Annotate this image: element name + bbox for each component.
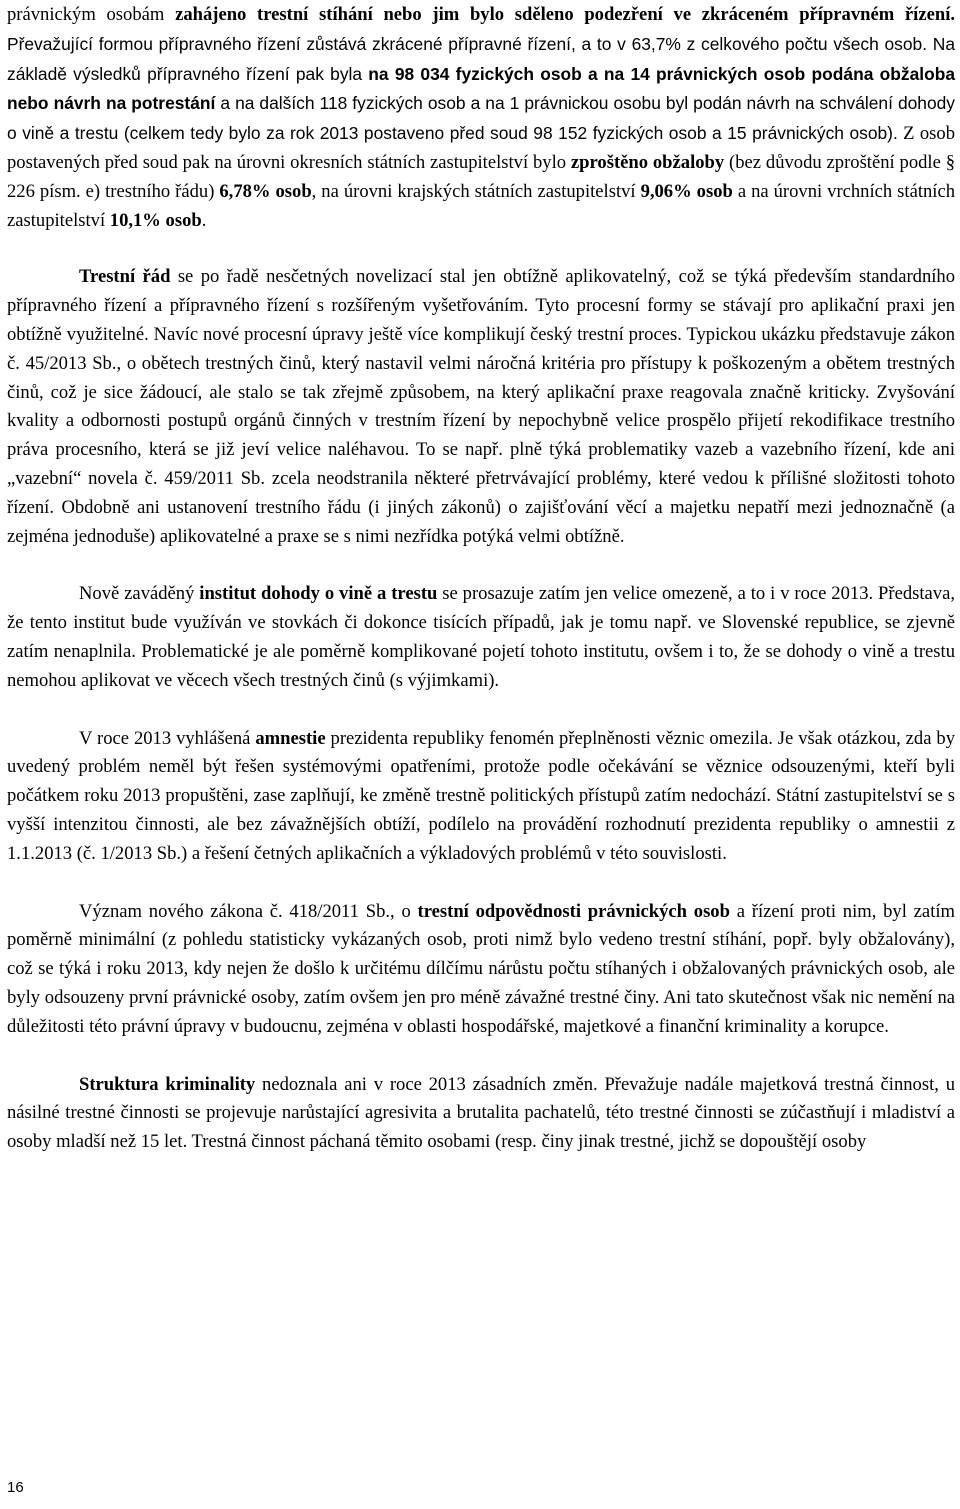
paragraph-criminal-procedure-code: [7, 263, 955, 551]
emphasized-text: 9,06% osob: [640, 180, 733, 202]
text-run: se po řadě nesčetných novelizací stal jen obtížně aplikovatelný, což se týká především standardního přípravného řízení a přípravného řízení s rozšířeným vyšetřováním. Tyto procesní formy se stávají pro aplikační praxi jen obtížně využitelné. Navíc nové procesní úpravy ještě více komplikují český trestní proces. Typickou ukázku představuje zákon č. 45/2013 Sb., o obětech trestných činů, který nastavil velmi náročná kritéria pro přístupy k poškozeným a obětem trestných činů, což je sice žádoucí, ale stalo se tak zřejmě způsobem, na který aplikační praxe reagovala značně kriticky. Zvyšování kvality a odbornosti postupů orgánů činných v trestním řízení by nepochybně velice prospělo přijetí rekodifikace trestního práva procesního, která se již jeví velice naléhavou. To se např. plně týká problematiky vazeb a vazebního řízení, kde ani „vazební“ novela č. 459/2011 Sb. zcela neodstranila některé přetrvávající problémy, které vedou k přílišné složitosti tohoto řízení. Obdobně ani ustanovení trestního řádu (i jiných zákonů) o zajišťování věcí a majetku nepatří mezi jednoznačně (a zejména jednoduše) aplikovatelné a praxe se s nimi nezřídka potýká velmi obtížně.: [7, 266, 955, 547]
text-run: Nově zaváděný: [79, 583, 200, 605]
text-run: a řízení proti nim, byl zatím poměrně minimální (z pohledu statisticky vykázaných osob, proti nimž bylo vedeno trestní stíhání, popř. byly obžalovány), což se týká i roku 2013, kdy nejen že došlo k určitému dílčímu nárůstu počtu stíhaných i obžalovaných právnických osob, ale byly odsouzeny první právnické osoby, zatím ovšem jen pro méně závažné trestné činy. Ani tato skutečnost však nic nemění na důležitosti této právní úpravy v budoucnu, zejména v oblasti hospodářské, majetkové a finanční kriminality a korupce.: [7, 900, 955, 1037]
text-run: .: [201, 209, 207, 231]
emphasized-text: zahájeno trestní stíhání nebo jim bylo sděleno podezření ve zkráceném přípravném řízení.: [175, 4, 956, 25]
emphasized-text: Trestní řád: [79, 266, 171, 288]
page-number: 16: [7, 1479, 24, 1496]
emphasized-text: trestní odpovědnosti právnických osob: [417, 900, 730, 922]
text-run: Význam nového zákona č. 418/2011 Sb., o: [79, 900, 418, 922]
emphasized-text: Struktura kriminality: [79, 1073, 256, 1095]
paragraph-crime-structure: [7, 1071, 955, 1157]
text-run: a na úrovni vrchních státních zastupitelství: [7, 180, 956, 231]
text-run: prezidenta republiky fenomén přeplněnosti věznic omezila. Je však otázkou, zda by uvedený problém neměl být řešen systémovými opatřeními, protože podle očekávání se věznice odsouzenými, kteří byli počátkem roku 2013 propuštěni, zase zaplňují, ke změně trestně politických přístupů zatím nedochází. Státní zastupitelství se s vyšší intenzitou činnosti, ale bez závažnějších obtíží, podílelo na provádění rozhodnutí prezidenta republiky o amnestii z 1.1.2013 (č. 1/2013 Sb.) a řešení četných aplikačních a výkladových problémů v této souvislosti.: [7, 727, 955, 864]
document-page: [7, 0, 955, 1157]
emphasized-text: zproštěno obžaloby: [570, 151, 725, 173]
paragraph-amnesty: [7, 725, 955, 869]
text-run: Převažující formou přípravného řízení zůstává zkrácené přípravné řízení, a to v 63,7% z celkového počtu všech osob.: [7, 33, 933, 54]
emphasized-text: na 98 034 fyzických osob a na 14 právnických osob podána obžaloba nebo návrh na potrestání: [7, 63, 955, 114]
emphasized-text: 10,1% osob: [109, 209, 202, 231]
emphasized-text: amnestie: [255, 727, 326, 749]
text-run: se prosazuje zatím jen velice omezeně, a to i v roce 2013. Představa, že tento institut bude využíván ve stovkách či dokonce tisících případů, jak je tomu např. ve Slovenské republice, se zjevně zatím nenaplnila. Problematické je ale poměrně komplikované pojetí tohoto institutu, ovšem i to, že se dohody o vině a trestu nemohou aplikovat ve věcech všech trestných činů (s výjimkami).: [7, 583, 955, 691]
text-run: , na úrovni krajských státních zastupitelství: [311, 180, 641, 202]
text-run: právnickým osobám: [7, 4, 176, 25]
text-run: (bez důvodu zproštění podle § 226 písm. e) trestního řádu): [7, 151, 956, 202]
text-run: Z osob postavených před soud pak na úrovni okresních státních zastupitelství bylo: [7, 123, 955, 173]
text-run: a na dalších 118 fyzických osob a na 1 právnickou osobu byl podán návrh na schválení dohody o vině a trestu (celkem tedy bylo za rok 2013 postaveno před soud 98 152 fyzických osob a 15 právnických osob).: [7, 93, 955, 144]
paragraph-prosecution-statistics: [7, 0, 955, 235]
text-run: nedoznala ani v roce 2013 zásadních změn. Převažuje nadále majetková trestná činnost, u násilné trestné činnosti se projevuje narůstající agresivita a brutalita pachatelů, této trestné činnosti se zúčastňují i mladiství a osoby mladší než 15 let. Trestná činnost páchaná těmito osobami (resp. činy jinak trestné, jichž se dopouštějí osoby: [7, 1073, 955, 1153]
text-run: V roce 2013 vyhlášená: [79, 727, 256, 749]
text-run: Na základě výsledků přípravného řízení pak byla: [7, 33, 955, 84]
paragraph-plea-agreement: [7, 580, 955, 695]
paragraph-legal-persons-liability: [7, 898, 955, 1042]
emphasized-text: 6,78% osob: [219, 180, 312, 202]
emphasized-text: institut dohody o vině a trestu: [199, 583, 438, 605]
